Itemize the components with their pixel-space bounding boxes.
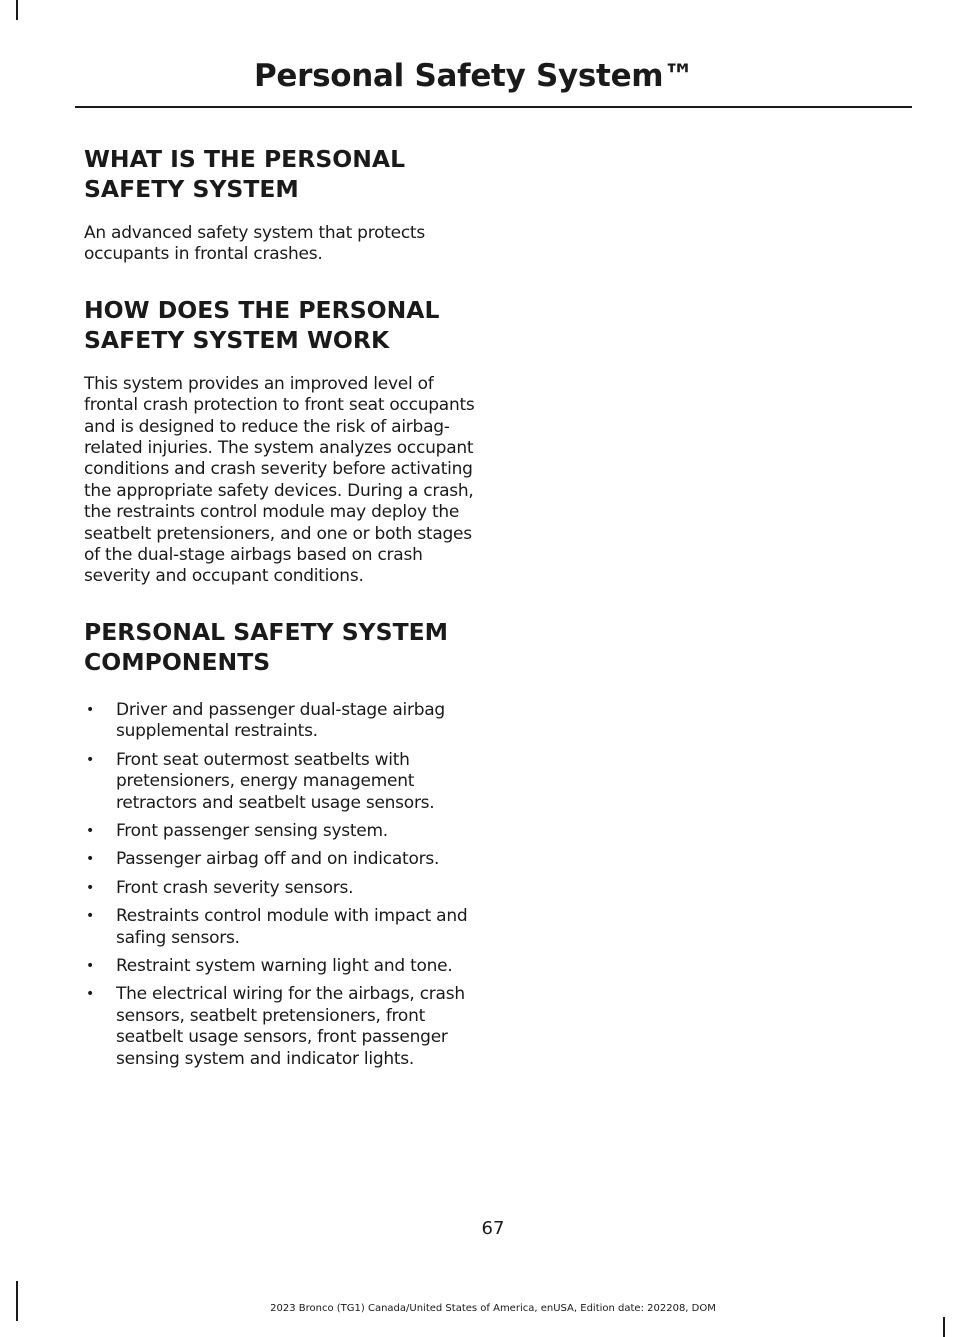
header-divider	[75, 106, 912, 108]
crop-mark-top-left	[16, 0, 18, 20]
components-list	[84, 700, 484, 1070]
section-heading-components: PERSONAL SAFETY SYSTEM COMPONENTS	[84, 617, 449, 676]
list-item: • Front crash severity sensors.	[86, 877, 354, 898]
section-heading-what-is: WHAT IS THE PERSONAL SAFETY SYSTEM	[84, 145, 406, 203]
list-item: • Front passenger sensing system.	[86, 820, 388, 841]
list-item: • Driver and passenger dual-stage airbag supplemental restraints.	[86, 699, 445, 742]
page-number: 67	[481, 1218, 505, 1239]
crop-mark-bottom-right	[943, 1317, 945, 1337]
section-body-how-does: This system provides an improved level of frontal crash protection to front seat occupants and is designed to reduce the risk of airbag-related injuries. The system analyzes occupant conditions and crash severity before activating the appropriate safety devices. During a crash, the restraints control module may deploy the seatbelt pretensioners, and one or both stages of the dual-stage airbags based on crash severity and occupant conditions.	[84, 373, 475, 587]
list-item: • Restraints control module with impact and safing sensors.	[86, 906, 468, 948]
main-column	[84, 144, 484, 1077]
list-item: • The electrical wiring for the airbags, crash sensors, seatbelt pretensioners, front seatbelt usage sensors, front passenger sensing system and indicator lights.	[86, 984, 465, 1069]
section-heading-how-does: HOW DOES THE PERSONAL SAFETY SYSTEM WORK	[84, 295, 440, 354]
crop-mark-bottom-left	[16, 1281, 18, 1321]
list-item: • Passenger airbag off and on indicators.	[86, 849, 440, 870]
chapter-title: Personal Safety System™	[254, 58, 694, 94]
edition-footer: 2023 Bronco (TG1) Canada/United States of America, enUSA, Edition date: 202208, DOM	[270, 1303, 716, 1314]
list-item: • Restraint system warning light and tone.	[86, 955, 453, 976]
section-body-what-is: An advanced safety system that protects occupants in frontal crashes.	[84, 223, 425, 265]
list-item: • Front seat outermost seatbelts with pretensioners, energy management retractors and seatbelt usage sensors.	[86, 749, 435, 813]
